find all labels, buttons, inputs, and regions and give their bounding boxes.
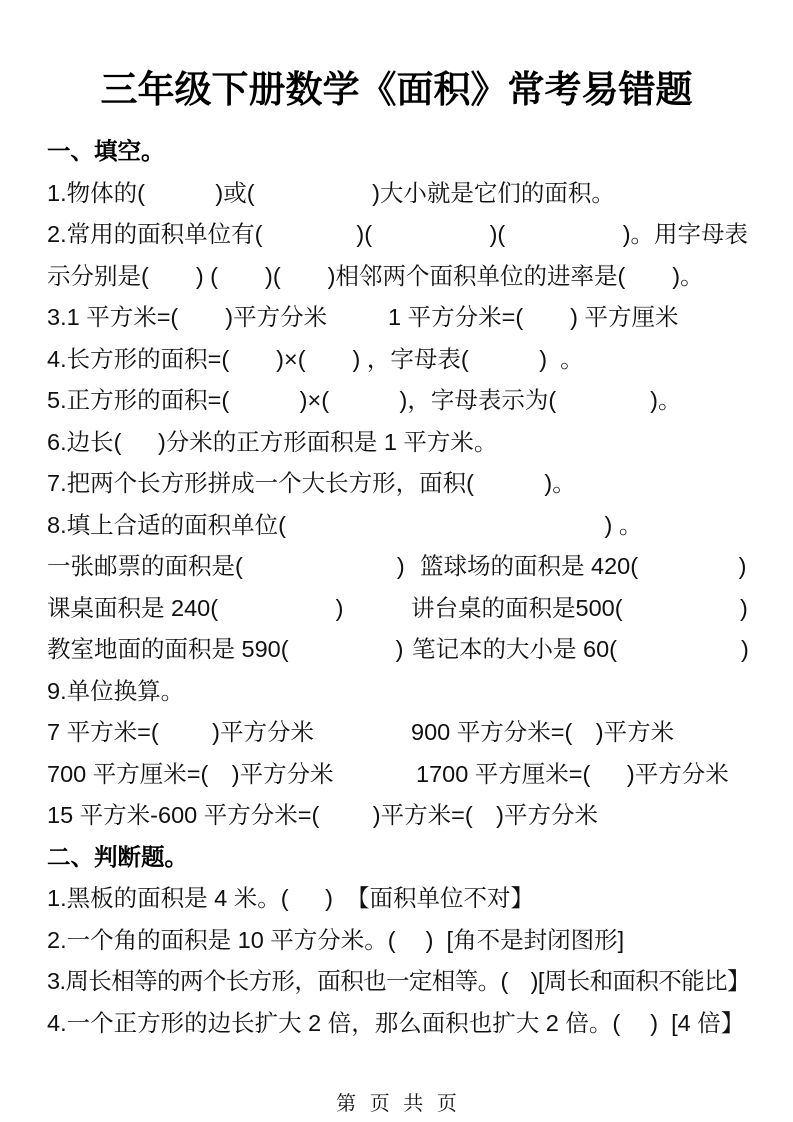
question-8-prompt: 8.填上合适的面积单位( ) 。 (47, 511, 643, 538)
question-3-part-1: 3.1 平方米=( )平方分米 (47, 304, 328, 331)
question-6: 6.边长( )分米的正方形面积是 1 平方米。 (47, 428, 498, 455)
section-heading-fill-in: 一、填空。 (47, 138, 165, 165)
question-5: 5.正方形的面积=( )×( )，字母表示为( )。 (47, 387, 682, 414)
question-3-part-2: 1 平方分米=( ) 平方厘米 (388, 304, 679, 331)
judgement-item-1: 1.黑板的面积是 4 米。( ) 【面积单位不对】 (47, 885, 534, 912)
question-9-row-1 (47, 712, 767, 754)
question-8-row-3 (47, 629, 767, 671)
conversion-item: 15 平方米-600 平方分米=( )平方米=( )平方分米 (47, 802, 599, 829)
question-9-row-3 (47, 795, 767, 837)
question-2-line-1: 2.常用的面积单位有( )( )( )。用字母表 (47, 221, 749, 248)
unit-item-notebook: 笔记本的大小是 60( ) (412, 636, 749, 663)
unit-item-basketball-court: 篮球场的面积是 420( ) (420, 553, 747, 580)
unit-item-stamp: 一张邮票的面积是( ) (47, 553, 405, 580)
question-1: 1.物体的( )或( )大小就是它们的面积。 (47, 179, 615, 206)
conversion-item: 700 平方厘米=( )平方分米 (47, 760, 334, 787)
judgement-item-2: 2.一个角的面积是 10 平方分米。( ) [角不是封闭图形] (47, 926, 625, 953)
judgement-item-4: 4.一个正方形的边长扩大 2 倍，那么面积也扩大 2 倍。( ) [4 倍】 (47, 1009, 745, 1036)
question-3 (47, 297, 767, 339)
question-7: 7.把两个长方形拼成一个大长方形，面积( )。 (47, 470, 576, 497)
unit-item-lectern: 讲台桌的面积是500( ) (411, 594, 748, 621)
question-9-row-2 (47, 754, 767, 796)
worksheet-body (47, 131, 767, 1044)
worksheet-title: 三年级下册数学《面积》常考易错题 (100, 69, 693, 110)
conversion-item: 1700 平方厘米=( )平方分米 (416, 760, 729, 787)
question-9-prompt: 9.单位换算。 (47, 677, 185, 704)
conversion-item: 7 平方米=( )平方分米 (47, 719, 315, 746)
conversion-item: 900 平方分米=( )平方米 (411, 719, 675, 746)
question-2-line-2: 示分别是( ) ( )( )相邻两个面积单位的进率是( )。 (47, 262, 704, 289)
question-8-row-1 (47, 546, 767, 588)
page-number-footer: 第 页 共 页 (336, 1093, 457, 1115)
unit-item-desk: 课桌面积是 240( ) (47, 594, 344, 621)
question-4: 4.长方形的面积=( )×( ) ，字母表( ) 。 (47, 345, 584, 372)
section-heading-true-false: 二、判断题。 (47, 843, 188, 870)
judgement-item-3: 3.周长相等的两个长方形，面积也一定相等。( )[周长和面积不能比】 (47, 968, 750, 995)
question-8-row-2 (47, 588, 767, 630)
unit-item-classroom-floor: 教室地面的面积是 590( ) (47, 636, 404, 663)
